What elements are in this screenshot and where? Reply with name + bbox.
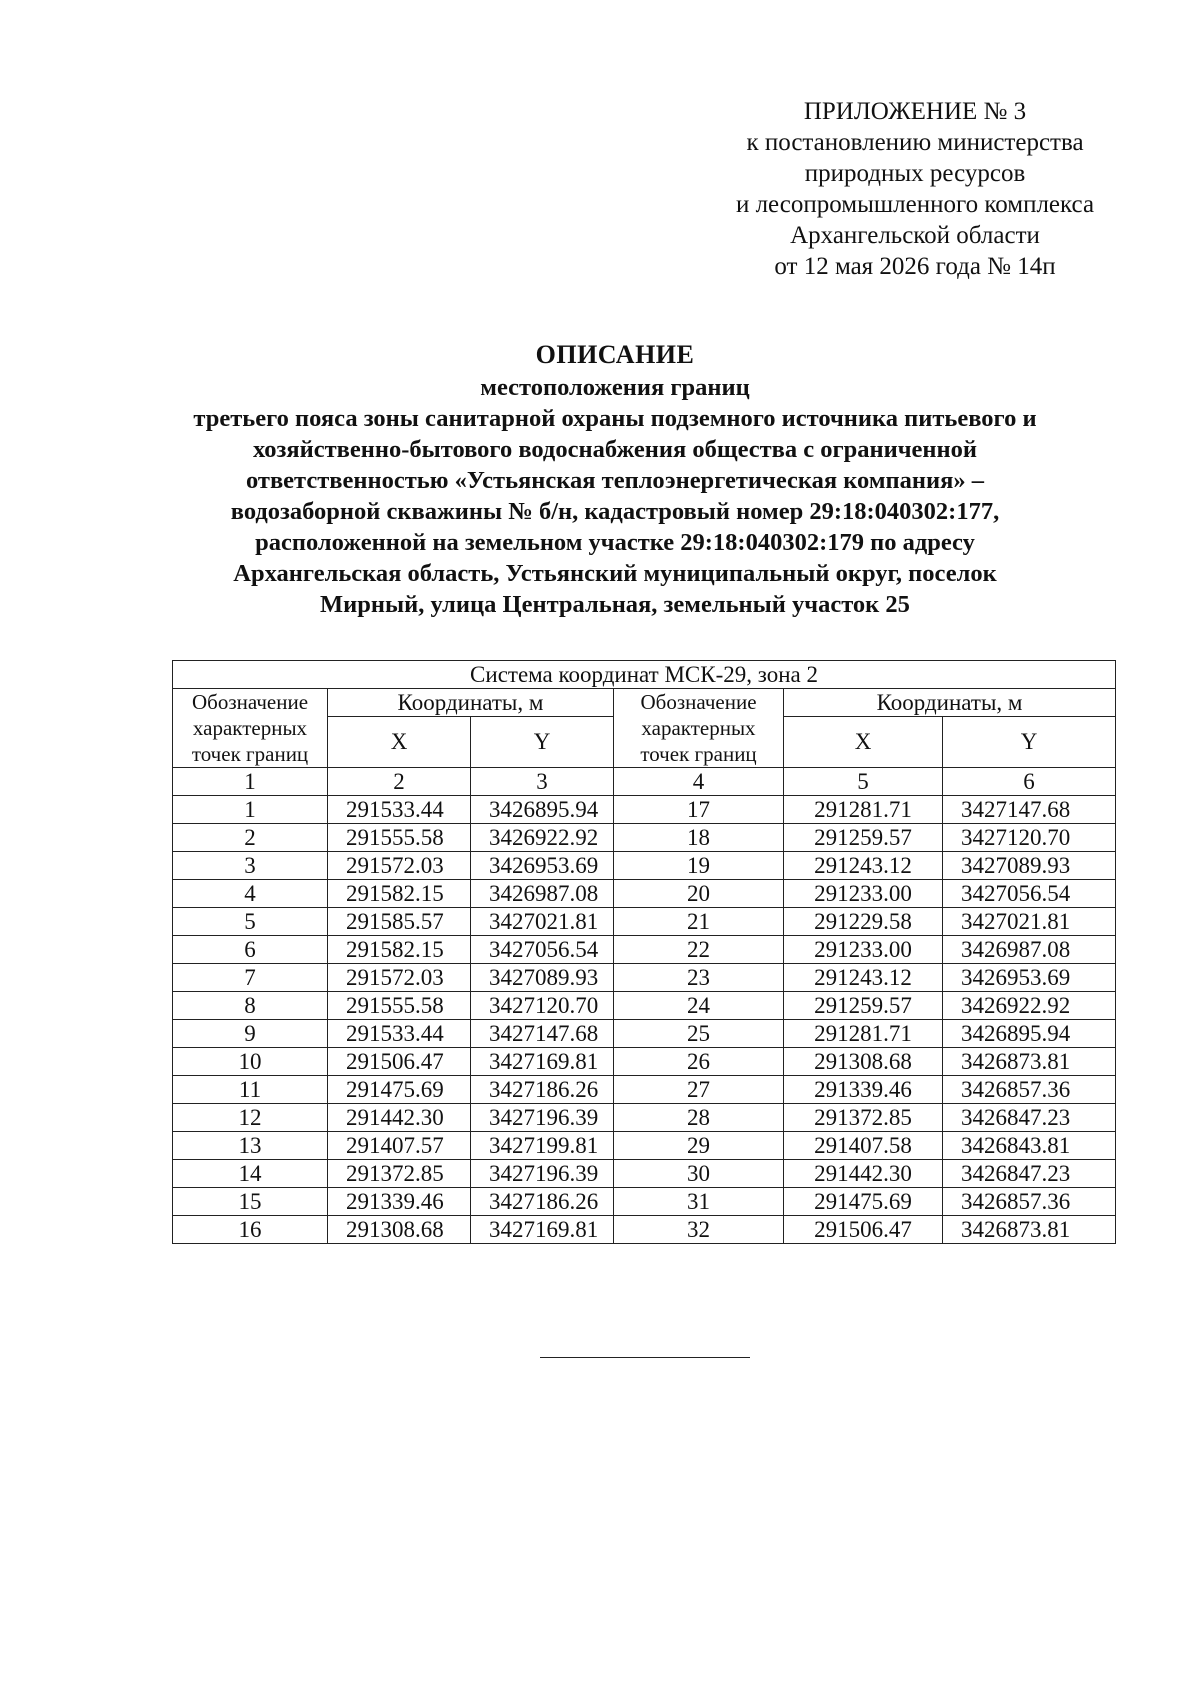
y-coordinate: 3427147.68	[471, 1020, 614, 1048]
point-number: 24	[614, 992, 784, 1020]
point-label-header: Обозначение характерных точек границ	[614, 689, 784, 768]
point-number: 4	[173, 880, 328, 908]
point-number: 9	[173, 1020, 328, 1048]
x-coordinate: 291243.12	[784, 964, 943, 992]
x-coordinate: 291555.58	[328, 824, 471, 852]
x-coordinate: 291281.71	[784, 1020, 943, 1048]
x-coordinate: 291372.85	[784, 1104, 943, 1132]
point-number: 13	[173, 1132, 328, 1160]
point-number: 32	[614, 1216, 784, 1244]
point-number: 25	[614, 1020, 784, 1048]
y-coordinate: 3427199.81	[471, 1132, 614, 1160]
y-coordinate: 3427196.39	[471, 1160, 614, 1188]
x-coordinate: 291229.58	[784, 908, 943, 936]
y-coordinate: 3427186.26	[471, 1188, 614, 1216]
appendix-date: от 12 мая 2026 года № 14п	[774, 253, 1056, 280]
y-coordinate: 3427089.93	[471, 964, 614, 992]
y-coordinate: 3427056.54	[471, 936, 614, 964]
table-row	[173, 1132, 1116, 1160]
x-coordinate: 291407.58	[784, 1132, 943, 1160]
point-number: 20	[614, 880, 784, 908]
point-number: 21	[614, 908, 784, 936]
point-number: 6	[173, 936, 328, 964]
coords-header: Координаты, м	[328, 689, 614, 717]
x-coordinate: 291533.44	[328, 1020, 471, 1048]
y-header: Y	[943, 717, 1116, 768]
point-number: 18	[614, 824, 784, 852]
column-number: 6	[943, 768, 1116, 796]
x-coordinate: 291533.44	[328, 796, 471, 824]
coords-header: Координаты, м	[784, 689, 1116, 717]
point-number: 2	[173, 824, 328, 852]
point-number: 15	[173, 1188, 328, 1216]
appendix-ministry-2: и лесопромышленного комплекса	[735, 191, 1095, 218]
x-coordinate: 291475.69	[784, 1188, 943, 1216]
y-coordinate: 3426873.81	[943, 1216, 1116, 1244]
appendix-ministry-1: природных ресурсов	[804, 160, 1026, 187]
title-line: местоположения границ	[480, 374, 750, 401]
y-coordinate: 3427196.39	[471, 1104, 614, 1132]
x-coordinate: 291259.57	[784, 992, 943, 1020]
x-header: X	[328, 717, 471, 768]
title-heading: ОПИСАНИЕ	[535, 340, 695, 369]
point-number: 5	[173, 908, 328, 936]
x-coordinate: 291233.00	[784, 880, 943, 908]
title-line: Архангельская область, Устьянский муниципальный округ, поселок	[233, 560, 997, 587]
point-number: 28	[614, 1104, 784, 1132]
point-number: 26	[614, 1048, 784, 1076]
y-coordinate: 3426922.92	[943, 992, 1116, 1020]
table-row	[173, 992, 1116, 1020]
y-coordinate: 3426857.36	[943, 1188, 1116, 1216]
table-header-row	[173, 689, 1116, 717]
x-coordinate: 291572.03	[328, 852, 471, 880]
y-coordinate: 3427120.70	[943, 824, 1116, 852]
point-number: 1	[173, 796, 328, 824]
y-header: Y	[471, 717, 614, 768]
coordinate-system-caption: Система координат МСК-29, зона 2	[173, 661, 1116, 689]
y-coordinate: 3426895.94	[471, 796, 614, 824]
y-coordinate: 3426953.69	[471, 852, 614, 880]
table-row	[173, 964, 1116, 992]
table-row	[173, 1188, 1116, 1216]
y-coordinate: 3427021.81	[943, 908, 1116, 936]
x-coordinate: 291339.46	[784, 1076, 943, 1104]
y-coordinate: 3426953.69	[943, 964, 1116, 992]
x-coordinate: 291475.69	[328, 1076, 471, 1104]
y-coordinate: 3426847.23	[943, 1160, 1116, 1188]
x-coordinate: 291506.47	[328, 1048, 471, 1076]
x-coordinate: 291582.15	[328, 936, 471, 964]
table-row	[173, 936, 1116, 964]
y-coordinate: 3426922.92	[471, 824, 614, 852]
table-row	[173, 852, 1116, 880]
x-header: X	[784, 717, 943, 768]
column-number: 5	[784, 768, 943, 796]
x-coordinate: 291233.00	[784, 936, 943, 964]
title-line: хозяйственно-бытового водоснабжения общества с ограниченной	[252, 436, 978, 463]
title-line: расположенной на земельном участке 29:18:040302:179 по адресу	[255, 529, 975, 556]
point-number: 19	[614, 852, 784, 880]
title-line: ответственностью «Устьянская теплоэнергетическая компания» –	[245, 467, 984, 494]
point-number: 8	[173, 992, 328, 1020]
point-number: 3	[173, 852, 328, 880]
column-number: 1	[173, 768, 328, 796]
appendix-header	[690, 96, 1140, 282]
x-coordinate: 291243.12	[784, 852, 943, 880]
x-coordinate: 291308.68	[784, 1048, 943, 1076]
table-row	[173, 1020, 1116, 1048]
y-coordinate: 3426895.94	[943, 1020, 1116, 1048]
point-number: 23	[614, 964, 784, 992]
document-title	[100, 338, 1130, 620]
point-number: 17	[614, 796, 784, 824]
x-coordinate: 291442.30	[328, 1104, 471, 1132]
y-coordinate: 3426843.81	[943, 1132, 1116, 1160]
y-coordinate: 3427120.70	[471, 992, 614, 1020]
appendix-number: ПРИЛОЖЕНИЕ № 3	[803, 98, 1027, 125]
x-coordinate: 291308.68	[328, 1216, 471, 1244]
table-row	[173, 1160, 1116, 1188]
x-coordinate: 291582.15	[328, 880, 471, 908]
point-number: 22	[614, 936, 784, 964]
x-coordinate: 291259.57	[784, 824, 943, 852]
y-coordinate: 3427169.81	[471, 1216, 614, 1244]
column-number: 4	[614, 768, 784, 796]
table-row	[173, 1216, 1116, 1244]
end-rule	[540, 1357, 750, 1358]
title-line: водозаборной скважины № б/н, кадастровый номер 29:18:040302:177,	[230, 498, 1000, 525]
point-number: 29	[614, 1132, 784, 1160]
x-coordinate: 291572.03	[328, 964, 471, 992]
point-number: 30	[614, 1160, 784, 1188]
x-coordinate: 291281.71	[784, 796, 943, 824]
y-coordinate: 3427056.54	[943, 880, 1116, 908]
point-number: 27	[614, 1076, 784, 1104]
x-coordinate: 291372.85	[328, 1160, 471, 1188]
table-row	[173, 1048, 1116, 1076]
y-coordinate: 3426847.23	[943, 1104, 1116, 1132]
table-row	[173, 1104, 1116, 1132]
point-number: 12	[173, 1104, 328, 1132]
coordinates-table	[172, 660, 1116, 1244]
x-coordinate: 291339.46	[328, 1188, 471, 1216]
table-row	[173, 796, 1116, 824]
y-coordinate: 3427089.93	[943, 852, 1116, 880]
y-coordinate: 3427186.26	[471, 1076, 614, 1104]
x-coordinate: 291407.57	[328, 1132, 471, 1160]
column-number-row	[173, 768, 1116, 796]
y-coordinate: 3426987.08	[471, 880, 614, 908]
y-coordinate: 3427021.81	[471, 908, 614, 936]
y-coordinate: 3427169.81	[471, 1048, 614, 1076]
table-caption-row	[173, 661, 1116, 689]
table-row	[173, 824, 1116, 852]
table-row	[173, 880, 1116, 908]
point-number: 31	[614, 1188, 784, 1216]
title-line: Мирный, улица Центральная, земельный участок 25	[320, 591, 910, 618]
point-number: 7	[173, 964, 328, 992]
column-number: 3	[471, 768, 614, 796]
appendix-reference: к постановлению министерства	[746, 129, 1084, 156]
y-coordinate: 3427147.68	[943, 796, 1116, 824]
x-coordinate: 291585.57	[328, 908, 471, 936]
x-coordinate: 291442.30	[784, 1160, 943, 1188]
point-number: 14	[173, 1160, 328, 1188]
title-line: третьего пояса зоны санитарной охраны подземного источника питьевого и	[193, 405, 1037, 432]
point-number: 16	[173, 1216, 328, 1244]
y-coordinate: 3426857.36	[943, 1076, 1116, 1104]
point-number: 11	[173, 1076, 328, 1104]
table-row	[173, 908, 1116, 936]
point-number: 10	[173, 1048, 328, 1076]
x-coordinate: 291555.58	[328, 992, 471, 1020]
y-coordinate: 3426987.08	[943, 936, 1116, 964]
x-coordinate: 291506.47	[784, 1216, 943, 1244]
table-row	[173, 1076, 1116, 1104]
appendix-region: Архангельской области	[790, 222, 1040, 249]
y-coordinate: 3426873.81	[943, 1048, 1116, 1076]
point-label-header: Обозначение характерных точек границ	[173, 689, 328, 768]
column-number: 2	[328, 768, 471, 796]
